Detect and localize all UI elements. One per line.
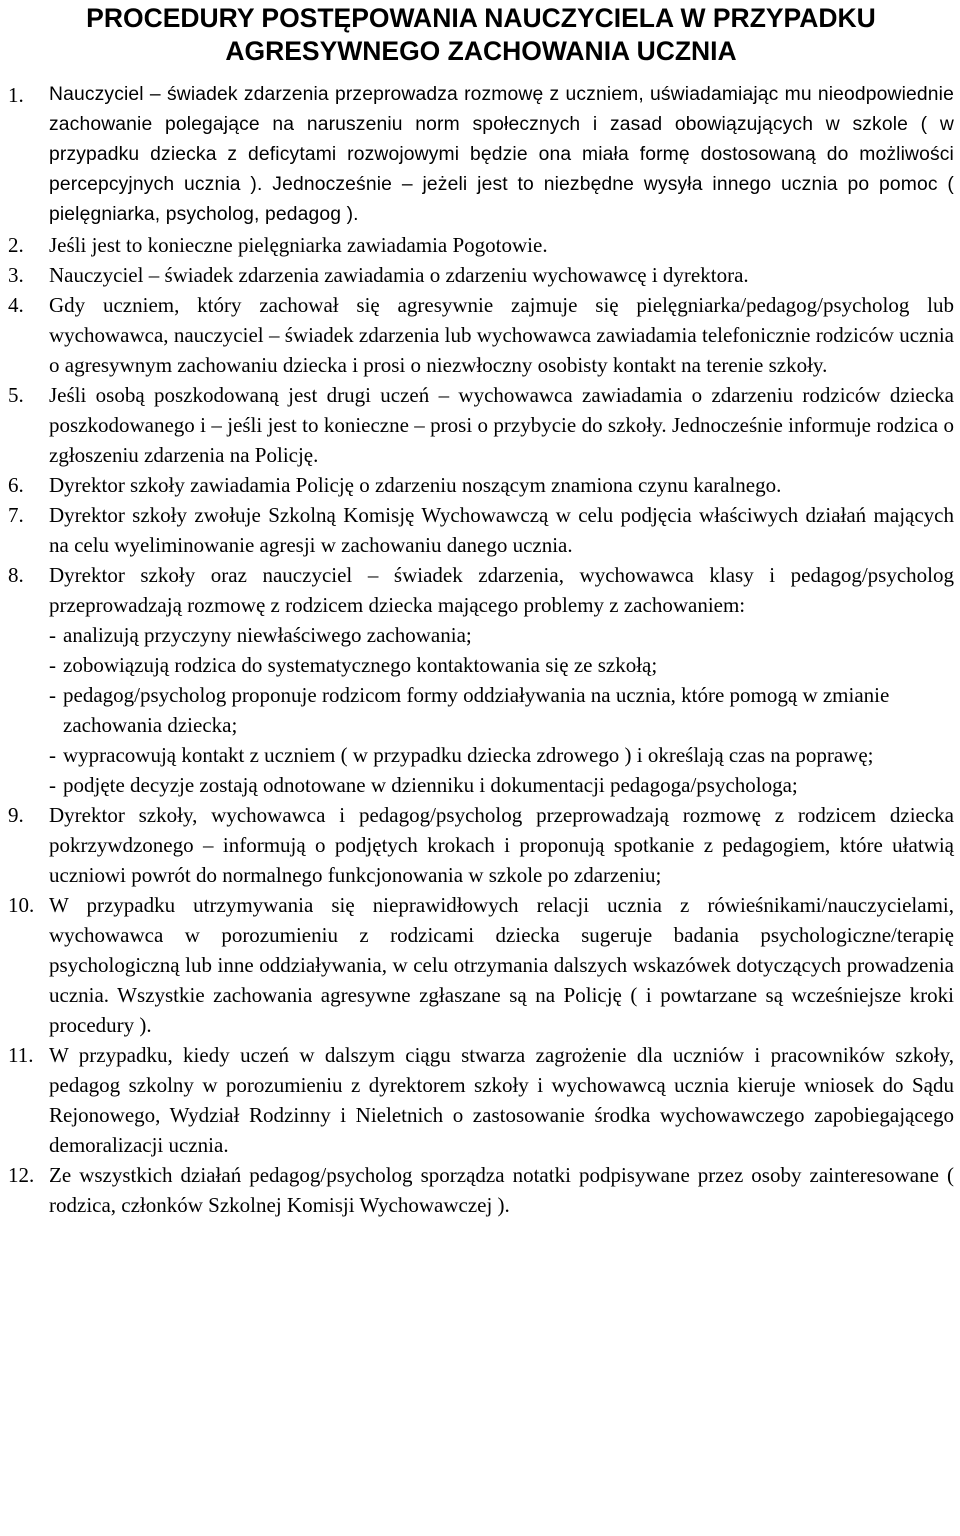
item-text: W przypadku utrzymywania się nieprawidłowych relacji ucznia z rówieśnikami/nauczycielami, wychowawca w porozumieniu z rodzicami dziecka sugeruje badania psychologiczne/terapię psychologiczną lub inne oddziaływania, w celu otrzymania dalszych wskazówek dotyczących prowadzenia ucznia. Wszystkie zachowania agresywne zgłaszane są na Policję ( i powtarzane są wcześniejsze kroki procedury ). [49,893,954,1037]
item-text: Jeśli jest to konieczne pielęgniarka zawiadamia Pogotowie. [49,233,548,257]
item-number: 12. [8,1163,35,1187]
bullet-item [49,650,954,680]
dash-marker: - [49,623,56,647]
bullet-text: analizują przyczyny niewłaściwego zachowania; [63,623,472,647]
item-text: Nauczyciel – świadek zdarzenia przeprowadza rozmowę z uczniem, uświadamiając mu nieodpowiednie zachowanie polegające na naruszeniu norm społecznych i zasad obowiązujących w szkole ( w przypadku dziecka z deficytami rozwojowymi będzie ona miała formę dostosowaną do możliwości percepcyjnych ucznia ). Jednocześnie – jeżeli jest to niezbędne wysyła innego ucznia po pomoc ( pielęgniarka, psycholog, pedagog ). [49,84,954,225]
item-text: Jeśli osobą poszkodowaną jest drugi uczeń – wychowawca zawiadamia o zdarzeniu rodziców dziecka poszkodowanego i – jeśli jest to konieczne – prosi o przybycie do szkoły. Jednocześnie informuje rodzica o zgłoszeniu zdarzenia na Policję. [49,383,954,467]
item-number: 8. [8,563,24,587]
bullet-item [49,740,954,770]
item-number: 2. [8,233,24,257]
bullet-item [49,620,954,650]
item-number: 1. [8,83,24,107]
item-number: 9. [8,803,24,827]
item-number: 3. [8,263,24,287]
item-text: Ze wszystkich działań pedagog/psycholog sporządza notatki podpisywane przez osoby zainteresowane ( rodzica, członków Szkolnej Komisji Wychowawczej ). [49,1163,954,1217]
item-text: Dyrektor szkoły, wychowawca i pedagog/psycholog przeprowadzają rozmowę z rodzicem dziecka pokrzywdzonego – informują o podjętych krokach i proponują spotkanie z pedagogiem, które ułatwią uczniowi powrót do normalnego funkcjonowania w szkole po zdarzeniu; [49,803,954,887]
procedure-item-7 [8,500,954,560]
item-number: 11. [8,1043,34,1067]
bullet-text: zobowiązują rodzica do systematycznego kontaktowania się ze szkołą; [63,653,658,677]
item-number: 5. [8,383,24,407]
bullet-item [49,770,954,800]
bullet-list [49,620,954,800]
dash-marker: - [49,653,56,677]
item-text: Nauczyciel – świadek zdarzenia zawiadamia o zdarzeniu wychowawcę i dyrektora. [49,263,749,287]
item-text: Dyrektor szkoły zwołuje Szkolną Komisję Wychowawczą w celu podjęcia właściwych działań mających na celu wyeliminowanie agresji w zachowaniu danego ucznia. [49,503,954,557]
procedure-item-8 [8,560,954,800]
bullet-text: pedagog/psycholog proponuje rodzicom formy oddziaływania na ucznia, które pomogą w zmianie zachowania dziecka; [63,683,890,737]
procedure-item-9 [8,800,954,890]
item-text: W przypadku, kiedy uczeń w dalszym ciągu stwarza zagrożenie dla uczniów i pracowników szkoły, pedagog szkolny w porozumieniu z dyrektorem szkoły i wychowawcą ucznia kieruje wniosek do Sądu Rejonowego, Wydział Rodzinny i Nieletnich o zastosowanie środka wychowawczego zapobiegającego demoralizacji ucznia. [49,1043,954,1157]
bullet-text: podjęte decyzje zostają odnotowane w dzienniku i dokumentacji pedagoga/psychologa; [63,773,798,797]
procedure-item-3 [8,260,954,290]
procedure-item-5 [8,380,954,470]
procedure-item-1 [8,80,954,230]
procedure-item-10 [8,890,954,1040]
dash-marker: - [49,683,56,707]
document-title: PROCEDURY POSTĘPOWANIA NAUCZYCIELA W PRZYPADKU AGRESYWNEGO ZACHOWANIA UCZNIA [86,3,876,66]
item-number: 6. [8,473,24,497]
dash-marker: - [49,743,56,767]
dash-marker: - [49,773,56,797]
item-text: Gdy uczniem, który zachował się agresywnie zajmuje się pielęgniarka/pedagog/psycholog lub wychowawca, nauczyciel – świadek zdarzenia lub wychowawca zawiadamia telefonicznie rodziców ucznia o agresywnym zachowaniu dziecka i prosi o niezwłoczny osobisty kontakt na terenie szkoły. [49,293,954,377]
bullet-item [49,680,954,740]
procedure-item-12 [8,1160,954,1220]
item-number: 4. [8,293,24,317]
procedure-item-11 [8,1040,954,1160]
item-text: Dyrektor szkoły zawiadamia Policję o zdarzeniu noszącym znamiona czynu karalnego. [49,473,782,497]
bullet-text: wypracowują kontakt z uczniem ( w przypadku dziecka zdrowego ) i określają czas na poprawę; [63,743,874,767]
item-number: 7. [8,503,24,527]
item-text: Dyrektor szkoły oraz nauczyciel – świadek zdarzenia, wychowawca klasy i pedagog/psycholog przeprowadzają rozmowę z rodzicem dziecka mającego problemy z zachowaniem: [49,563,954,617]
procedure-item-6 [8,470,954,500]
procedure-list [8,80,954,1220]
procedure-item-4 [8,290,954,380]
item-number: 10. [8,893,35,917]
procedure-item-2 [8,230,954,260]
